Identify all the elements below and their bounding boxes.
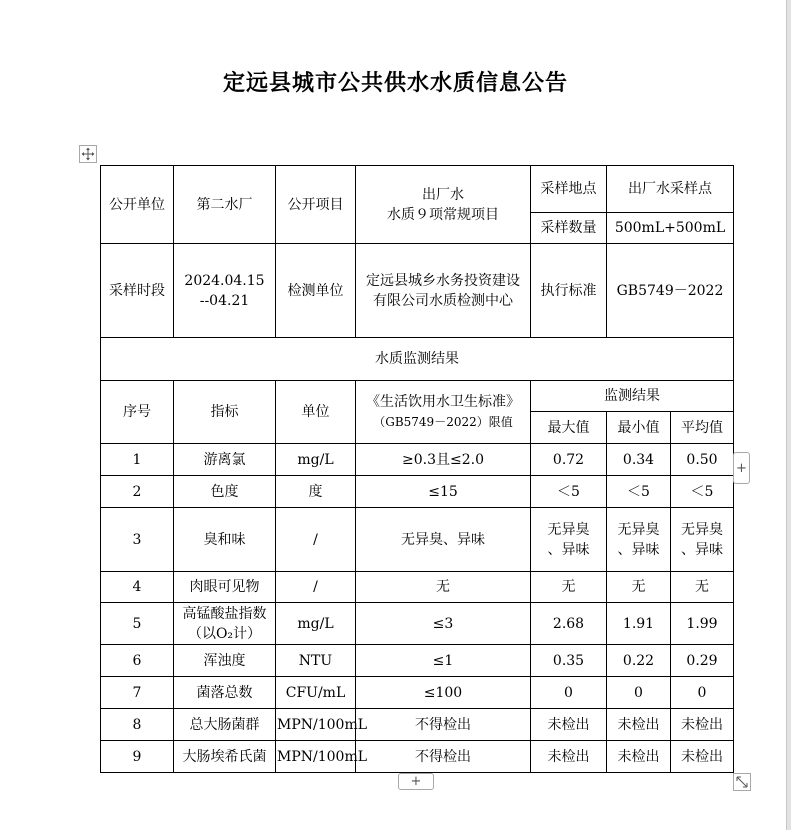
row-avg: 0.50 [671, 444, 734, 476]
row-avg: ＜5 [671, 476, 734, 508]
section-title-cell: 水质监测结果 [101, 338, 734, 381]
row-seq: 8 [101, 709, 174, 741]
row-limit: ≥0.3且≤2.0 [356, 444, 531, 476]
row-max: 0 [531, 677, 607, 709]
header-limit-line2: （GB5749－2022）限值 [373, 415, 513, 429]
row-indicator: 大肠埃希氏菌 [174, 741, 276, 773]
table-row [101, 508, 734, 572]
header-min: 最小值 [607, 412, 671, 444]
table-resize-handle[interactable] [733, 773, 751, 791]
table-row [101, 603, 734, 645]
lab-label-cell: 检测单位 [276, 244, 356, 338]
row-seq: 5 [101, 603, 174, 645]
table-move-handle[interactable] [79, 145, 97, 163]
row-unit: NTU [276, 645, 356, 677]
row-max-line1: 无异臭 [547, 521, 590, 538]
table-row [101, 741, 734, 773]
period-line2: --04.21 [199, 292, 250, 309]
header-limit [356, 381, 531, 444]
add-row-button[interactable]: + [398, 773, 434, 790]
water-quality-table [100, 165, 734, 773]
lab-line1: 定远县城乡水务投资建设 [366, 272, 520, 289]
row-min [607, 508, 671, 572]
item-value-line1: 出厂水 [422, 186, 464, 203]
row-max: 2.68 [531, 603, 607, 645]
row-indicator: 臭和味 [174, 508, 276, 572]
page-title: 定远县城市公共供水水质信息公告 [222, 70, 568, 96]
row-avg: 未检出 [671, 709, 734, 741]
table-row [101, 476, 734, 508]
header-limit-line1: 《生活饮用水卫生标准》 [366, 394, 520, 410]
row-max: 0.72 [531, 444, 607, 476]
standard-label-cell: 执行标准 [531, 244, 607, 338]
period-label-cell: 采样时段 [101, 244, 174, 338]
unit-value-cell: 第二水厂 [174, 166, 276, 244]
row-min: 0.22 [607, 645, 671, 677]
row-max: 未检出 [531, 709, 607, 741]
row-max: 0.35 [531, 645, 607, 677]
row-avg-line1: 无异臭 [681, 521, 723, 538]
row-max: 未检出 [531, 741, 607, 773]
row-min: 无 [607, 572, 671, 603]
row-seq: 4 [101, 572, 174, 603]
row-seq: 6 [101, 645, 174, 677]
row-limit: 无 [356, 572, 531, 603]
table-row [101, 645, 734, 677]
row-indicator: 浑浊度 [174, 645, 276, 677]
item-value-line2: 水质９项常规项目 [387, 206, 499, 223]
row-limit: ≤3 [356, 603, 531, 645]
row-min: 0 [607, 677, 671, 709]
row-limit: 无异臭、异味 [356, 508, 531, 572]
site-label-cell: 采样地点 [531, 166, 607, 213]
lab-value-cell [356, 244, 531, 338]
row-indicator [174, 603, 276, 645]
row-avg: 无 [671, 572, 734, 603]
row-max: ＜5 [531, 476, 607, 508]
item-label-cell: 公开项目 [276, 166, 356, 244]
document-right-edge [786, 0, 791, 830]
row-max [531, 508, 607, 572]
header-avg: 平均值 [671, 412, 734, 444]
site-value-cell: 出厂水采样点 [607, 166, 734, 213]
row-limit: ≤100 [356, 677, 531, 709]
row-min: 未检出 [607, 741, 671, 773]
row-unit: CFU/mL [276, 677, 356, 709]
table-row [101, 709, 734, 741]
row-indicator: 肉眼可见物 [174, 572, 276, 603]
row-seq: 3 [101, 508, 174, 572]
header-seq: 序号 [101, 381, 174, 444]
row-min-line1: 无异臭 [617, 521, 660, 538]
row-indicator-line2: （以O₂计） [187, 625, 262, 642]
row-unit: mg/L [276, 444, 356, 476]
resize-icon [735, 775, 749, 789]
item-value-cell [356, 166, 531, 244]
lab-line2: 有限公司水质检测中心 [373, 292, 513, 309]
move-icon [81, 147, 95, 161]
row-unit: mg/L [276, 603, 356, 645]
row-avg: 0.29 [671, 645, 734, 677]
row-unit: MPN/100mL [276, 709, 356, 741]
row-unit: / [276, 508, 356, 572]
row-seq: 9 [101, 741, 174, 773]
row-max: 无 [531, 572, 607, 603]
unit-label-cell: 公开单位 [101, 166, 174, 244]
row-avg-line2: 、异味 [681, 541, 723, 558]
table-row [101, 677, 734, 709]
row-indicator: 总大肠菌群 [174, 709, 276, 741]
table-row [101, 572, 734, 603]
row-avg: 未检出 [671, 741, 734, 773]
row-avg [671, 508, 734, 572]
row-avg: 0 [671, 677, 734, 709]
row-min: ＜5 [607, 476, 671, 508]
row-unit: 度 [276, 476, 356, 508]
row-min: 未检出 [607, 709, 671, 741]
row-unit: MPN/100mL [276, 741, 356, 773]
row-unit: / [276, 572, 356, 603]
table-row [101, 444, 734, 476]
row-limit: ≤15 [356, 476, 531, 508]
add-column-button[interactable]: + [733, 452, 750, 484]
row-indicator: 色度 [174, 476, 276, 508]
header-max: 最大值 [531, 412, 607, 444]
row-indicator: 菌落总数 [174, 677, 276, 709]
row-limit: ≤1 [356, 645, 531, 677]
row-seq: 2 [101, 476, 174, 508]
period-line1: 2024.04.15 [184, 272, 265, 289]
row-indicator: 游离氯 [174, 444, 276, 476]
row-seq: 1 [101, 444, 174, 476]
row-limit: 不得检出 [356, 709, 531, 741]
header-result: 监测结果 [531, 381, 734, 412]
row-limit: 不得检出 [356, 741, 531, 773]
row-min-line2: 、异味 [617, 541, 660, 558]
row-min: 1.91 [607, 603, 671, 645]
header-unit: 单位 [276, 381, 356, 444]
qty-value-cell: 500mL+500mL [607, 213, 734, 244]
period-value-cell [174, 244, 276, 338]
header-indicator: 指标 [174, 381, 276, 444]
row-max-line2: 、异味 [547, 541, 590, 558]
row-avg: 1.99 [671, 603, 734, 645]
qty-label-cell: 采样数量 [531, 213, 607, 244]
standard-value-cell: GB5749－2022 [607, 244, 734, 338]
row-min: 0.34 [607, 444, 671, 476]
row-indicator-line1: 高锰酸盐指数 [182, 605, 267, 622]
row-seq: 7 [101, 677, 174, 709]
